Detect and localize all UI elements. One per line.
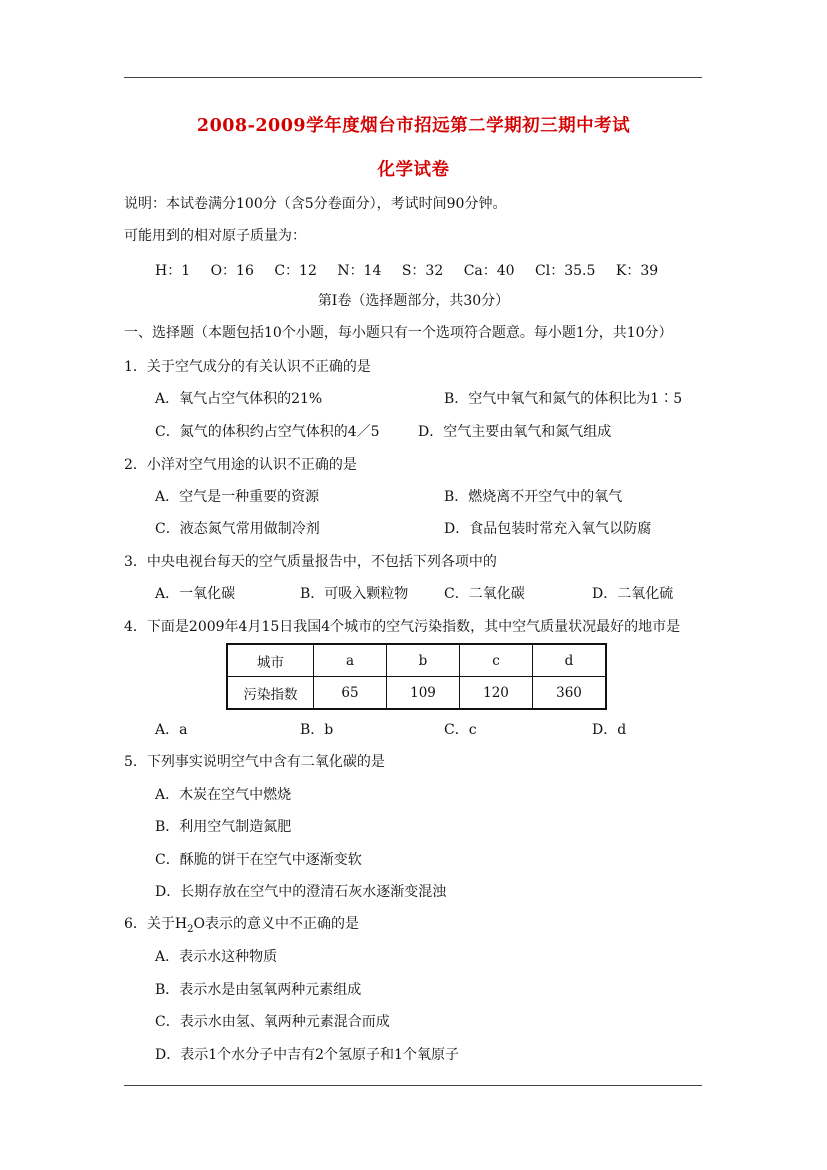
mass-h: H：1 (155, 263, 191, 279)
table-cell: 109 (387, 677, 460, 710)
q6-option-a: A．表示水这种物质 (155, 949, 278, 965)
q6-stem (124, 914, 359, 940)
mass-n: N：14 (337, 263, 382, 279)
table-cell: 65 (314, 677, 387, 710)
q6-stem-pre: 6．关于H (124, 916, 188, 932)
q4-option-b: B．b (300, 722, 334, 738)
q3-option-c: C．二氧化碳 (444, 586, 525, 602)
table-row (227, 644, 606, 677)
q1-option-a: A．氧气占空气体积的21% (155, 391, 323, 407)
masses-label: 可能用到的相对原子质量为： (124, 228, 306, 244)
q1-option-c: C．氮气的体积约占空气体积的4／5 (155, 424, 380, 440)
q6-stem-subscript: 2 (187, 923, 194, 935)
table-row (227, 677, 606, 710)
footer-rule (124, 1085, 702, 1086)
q6-option-c: C．表示水由氢、氧两种元素混合而成 (155, 1014, 390, 1030)
q2-option-c: C．液态氮气常用做制冷剂 (155, 521, 320, 537)
q6-option-d: D．表示1个水分子中吉有2个氢原子和1个氧原子 (155, 1047, 459, 1063)
mass-cl: Cl：35.5 (535, 263, 596, 279)
q2-option-a: A．空气是一种重要的资源 (155, 489, 320, 505)
q3-stem: 3．中央电视台每天的空气质量报告中，不包括下列各项中的 (124, 554, 497, 570)
header-rule (124, 77, 702, 78)
q2-option-d: D．食品包装时常充入氧气以防腐 (444, 521, 652, 537)
atomic-masses (155, 260, 674, 280)
mass-c: C：12 (274, 263, 317, 279)
pollution-index-table (226, 643, 607, 710)
q4-option-d: D．d (592, 722, 627, 738)
mass-ca: Ca：40 (463, 263, 515, 279)
q5-option-b: B．利用空气制造氮肥 (155, 819, 292, 835)
q1-option-d: D．空气主要由氧气和氮气组成 (418, 424, 612, 440)
q3-option-d: D．二氧化硫 (592, 586, 674, 602)
q5-option-d: D．长期存放在空气中的澄清石灰水逐渐变混浊 (155, 884, 447, 900)
mass-o: O：16 (210, 263, 254, 279)
table-cell: 360 (533, 677, 607, 710)
table-cell: 城市 (227, 644, 314, 677)
table-cell: c (460, 644, 533, 677)
mass-s: S：32 (401, 263, 444, 279)
part1-heading: 第Ⅰ卷（选择题部分，共30分） (317, 293, 510, 309)
q6-stem-post: O表示的意义中不正确的是 (193, 916, 359, 932)
q5-option-c: C．酥脆的饼干在空气中逐渐变软 (155, 852, 362, 868)
q4-stem: 4．下面是2009年4月15日我国4个城市的空气污染指数，其中空气质量状况最好的地市是 (124, 619, 681, 635)
exam-title: 2008-2009学年度烟台市招远第二学期初三期中考试 (196, 116, 631, 136)
q6-option-b: B．表示水是由氢氧两种元素组成 (155, 982, 362, 998)
q3-option-a: A．一氧化碳 (155, 586, 236, 602)
q5-option-a: A．木炭在空气中燃烧 (155, 787, 292, 803)
q4-option-a: A．a (155, 722, 188, 738)
q3-option-b: B．可吸入颗粒物 (300, 586, 409, 602)
section1-heading: 一、选择题（本题包括10个小题，每小题只有一个选项符合题意。每小题1分，共10分） (124, 325, 673, 341)
q1-option-b: B．空气中氧气和氮气的体积比为1∶5 (444, 391, 683, 407)
q4-option-c: C．c (444, 722, 477, 738)
q2-stem: 2．小洋对空气用途的认识不正确的是 (124, 457, 357, 473)
q5-stem: 5．下列事实说明空气中含有二氧化碳的是 (124, 754, 385, 770)
table-cell: d (533, 644, 607, 677)
q1-stem: 1．关于空气成分的有关认识不正确的是 (124, 359, 371, 375)
table-cell: a (314, 644, 387, 677)
exam-subtitle: 化学试卷 (377, 160, 450, 180)
exam-note: 说明：本试卷满分100分（含5分卷面分），考试时间90分钟。 (124, 196, 507, 212)
q2-option-b: B．燃烧离不开空气中的氧气 (444, 489, 623, 505)
table-cell: 污染指数 (227, 677, 314, 710)
mass-k: K：39 (615, 263, 659, 279)
table-cell: b (387, 644, 460, 677)
table-cell: 120 (460, 677, 533, 710)
